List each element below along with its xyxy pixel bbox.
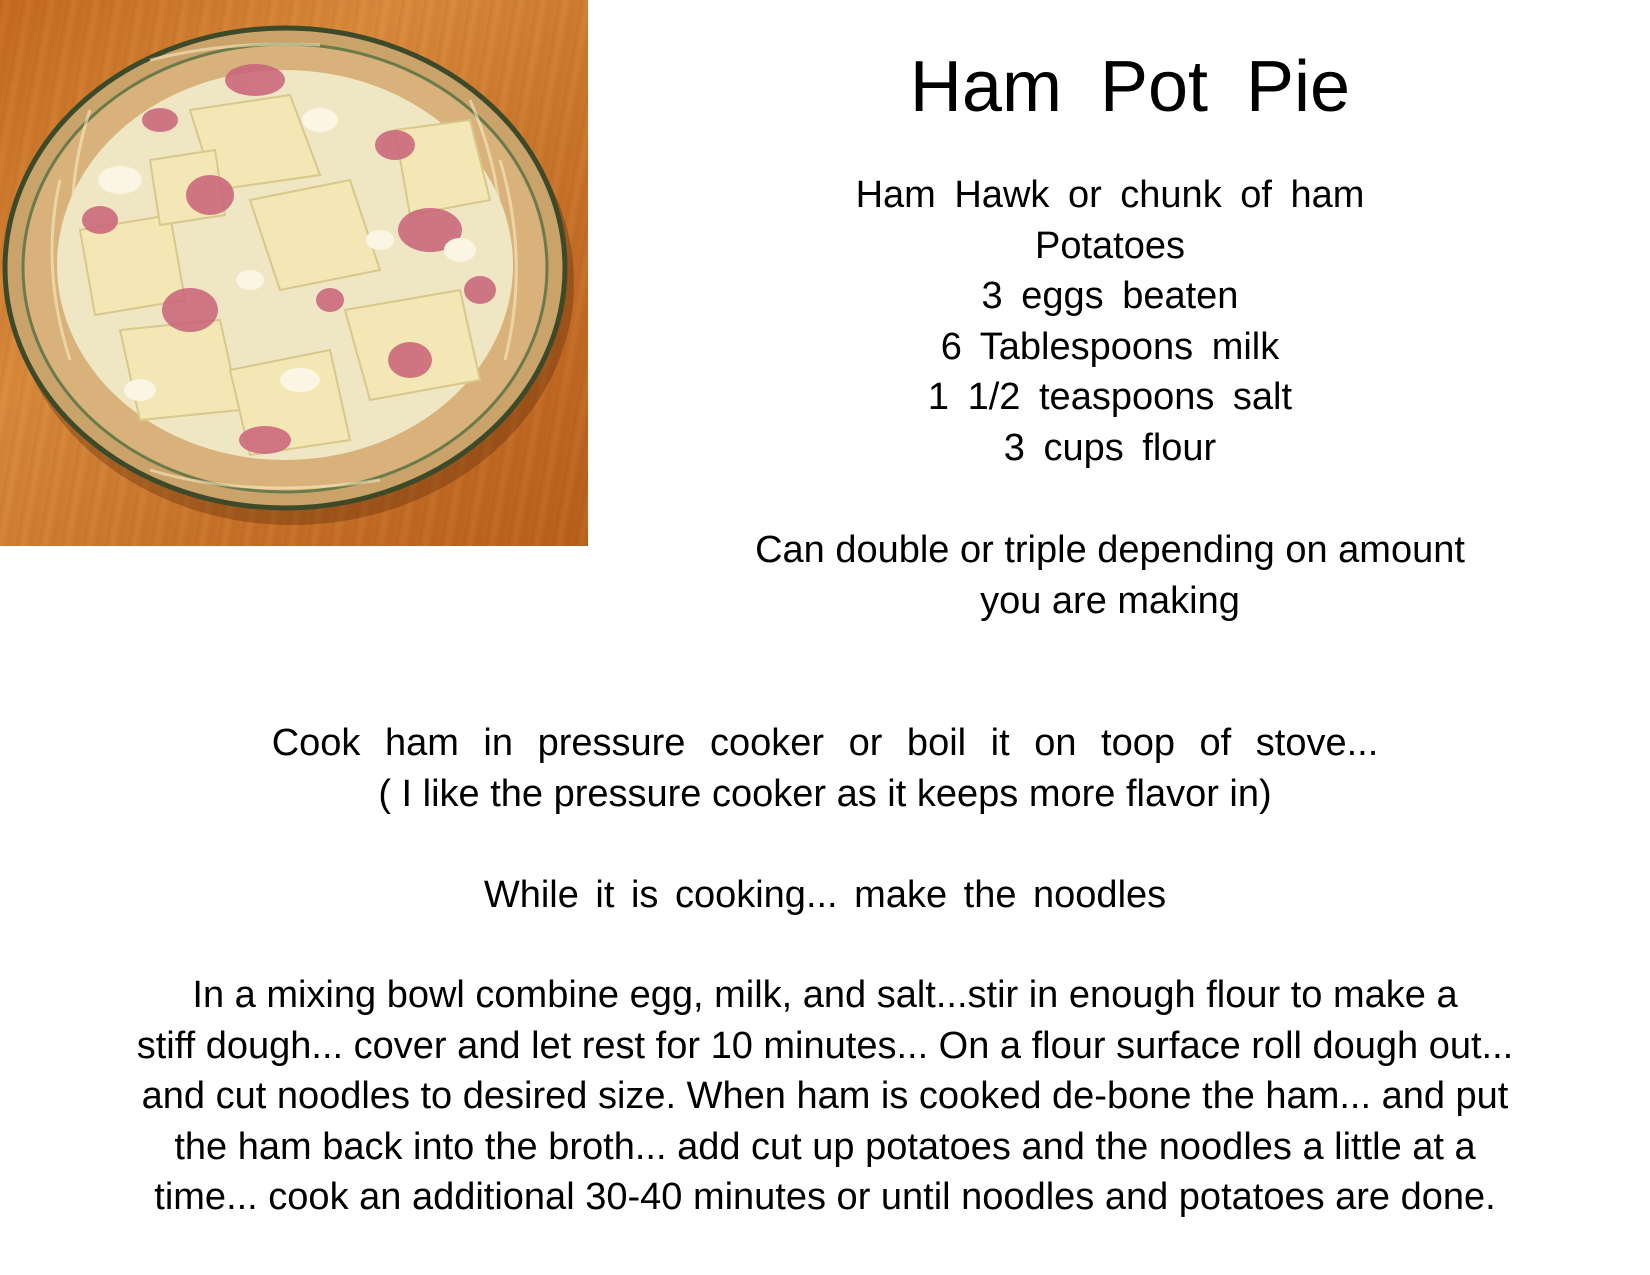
method-paragraph [30,970,1620,1223]
ingredient-item: 3 cups flour [1003,426,1217,469]
recipe-title: Ham Pot Pie [909,47,1351,127]
batch-note-line: Can double or triple depending on amount [755,529,1465,571]
method-line: and cut noodles to desired size. When ham is cooked de-bone the ham... and put [141,1075,1509,1117]
cooking-instructions [20,718,1630,819]
instruction-line: ( I like the pressure cooker as it keeps more flavor in) [378,772,1272,815]
bowl-of-pot-pie-image [0,0,588,546]
ham-pot-pie-photo [0,0,588,546]
method-line: the ham back into the broth... add cut up potatoes and the noodles a little at a [174,1125,1476,1168]
batch-note [610,525,1610,626]
batch-note-line: you are making [980,579,1240,622]
ingredient-item: 1 1/2 teaspoons salt [927,376,1293,418]
method-line: In a mixing bowl combine egg, milk, and salt...stir in enough flour to make a [192,974,1458,1016]
ingredient-item: 6 Tablespoons milk [940,325,1280,368]
noodle-heading: While it is cooking... make the noodles [483,874,1167,916]
method-line: time... cook an additional 30-40 minutes or until noodles and potatoes are done. [154,1176,1496,1218]
method-line: stiff dough... cover and let rest for 10 minutes... On a flour surface roll dough out... [136,1024,1514,1067]
instruction-line: Cook ham in pressure cooker or boil it on toop of stove... [271,722,1379,764]
ingredient-item: Ham Hawk or chunk of ham [855,174,1365,216]
ingredient-item: Potatoes [1035,224,1185,267]
ingredient-list [610,170,1610,473]
ingredient-item: 3 eggs beaten [981,275,1239,317]
